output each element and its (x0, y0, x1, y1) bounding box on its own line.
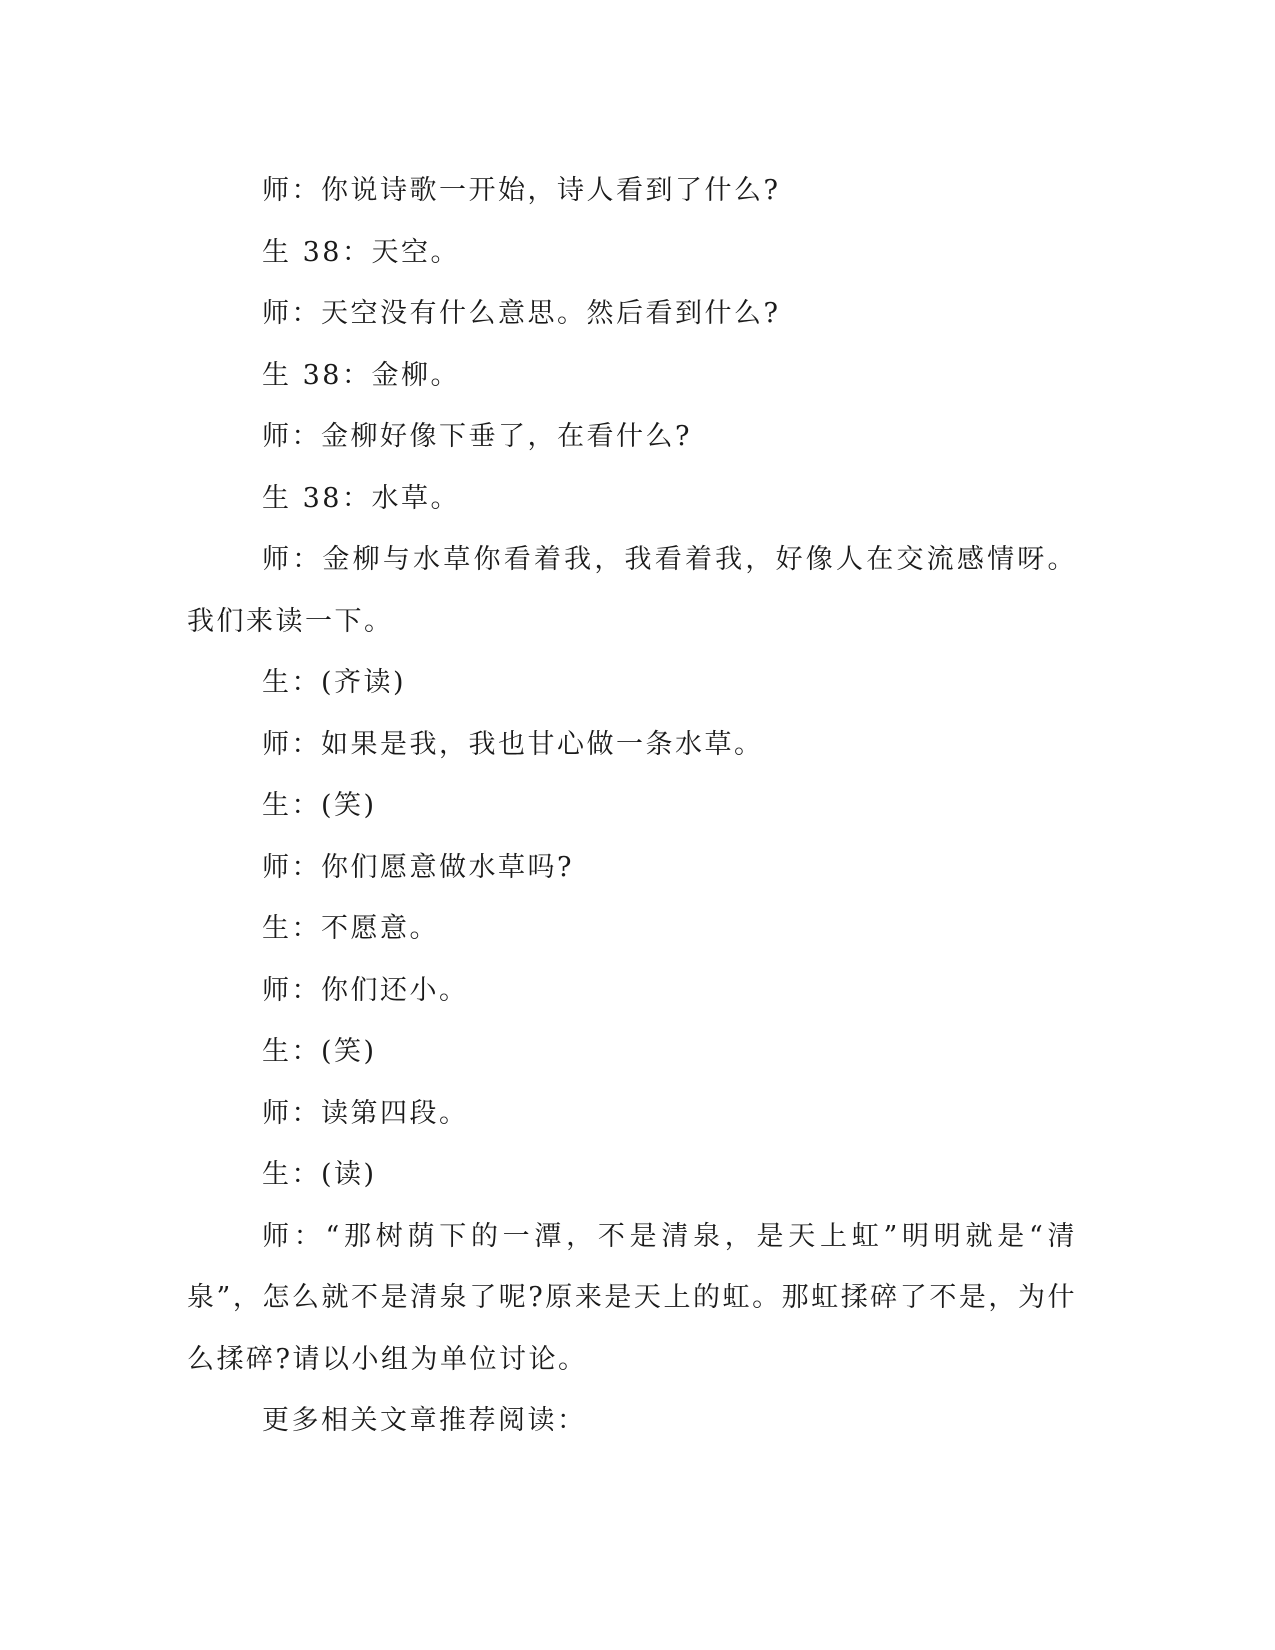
dialogue-line: 生：(笑) (262, 1036, 377, 1067)
related-articles-heading: 更多相关文章推荐阅读： (262, 1405, 587, 1436)
dialogue-line: 生：(读) (262, 1159, 377, 1190)
dialogue-line: 师：如果是我，我也甘心做一条水草。 (262, 728, 764, 760)
dialogue-line: 师：金柳好像下垂了，在看什么? (262, 421, 692, 452)
dialogue-line: 生：(齐读) (262, 667, 407, 698)
dialogue-line: 生 38：水草。 (262, 482, 460, 514)
dialogue-line: 师：金柳与水草你看着我，我看着我，好像人在交流感情呀。我们来读一下。 (187, 544, 1077, 637)
dialogue-line: 师：“那树荫下的一潭，不是清泉，是天上虹”明明就是“清泉”，怎么就不是清泉了呢?原来是天上的虹。那虹揉碎了不是，为什么揉碎?请以小组为单位讨论。 (187, 1220, 1077, 1375)
dialogue-line: 师：天空没有什么意思。然后看到什么? (262, 298, 781, 329)
dialogue-line: 生：(笑) (262, 790, 377, 821)
dialogue-line: 生 38：天空。 (262, 236, 460, 268)
dialogue-line: 师：你说诗歌一开始，诗人看到了什么? (262, 175, 781, 206)
dialogue-line: 生：不愿意。 (262, 913, 439, 944)
document-body (187, 160, 1077, 1452)
dialogue-line: 生 38：金柳。 (262, 359, 460, 391)
dialogue-line: 师：你们愿意做水草吗? (262, 851, 574, 883)
dialogue-line: 师：读第四段。 (262, 1097, 469, 1129)
dialogue-line: 师：你们还小。 (262, 974, 469, 1006)
